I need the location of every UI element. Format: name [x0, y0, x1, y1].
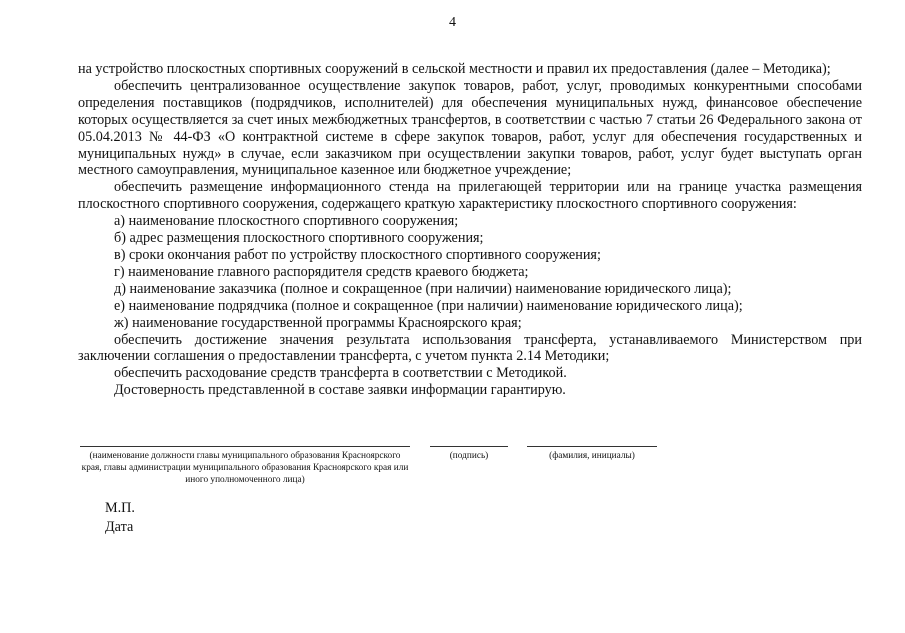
- date-label: Дата: [105, 519, 134, 535]
- list-item: е) наименование подрядчика (полное и сокращенное (при наличии) наименование юридического лица);: [114, 297, 743, 314]
- paragraph: обеспечить размещение информационного стенда на прилегающей территории или на границе участка размещения плоскостного спортивного сооружения, содержащего краткую характеристику плоскостного спортивного сооружения:: [78, 179, 862, 213]
- list-item: ж) наименование государственной программы Красноярского края;: [114, 314, 522, 331]
- signature-official-field: [80, 446, 410, 486]
- list-item: д) наименование заказчика (полное и сокращенное (при наличии) наименование юридического лица);: [114, 280, 732, 297]
- official-caption: (наименование должности главы муниципального образования Красноярского края, главы администрации муниципального образования Красноярского края или иного уполномоченного лица): [81, 451, 409, 485]
- name-caption: (фамилия, инициалы): [549, 451, 635, 461]
- list-item: в) сроки окончания работ по устройству плоскостного спортивного сооружения;: [114, 246, 601, 263]
- list-item: б) адрес размещения плоскостного спортивного сооружения;: [114, 230, 484, 247]
- signature-line: [430, 446, 508, 447]
- paragraph: Достоверность представленной в составе заявки информации гарантирую.: [114, 382, 566, 399]
- sign-caption: (подпись): [449, 451, 489, 461]
- list-item: а) наименование плоскостного спортивного сооружения;: [114, 213, 459, 230]
- seal-label: М.П.: [105, 500, 135, 516]
- page-number: 4: [449, 15, 456, 30]
- paragraph: на устройство плоскостных спортивных сооружений в сельской местности и правил их предоставления (далее – Методика);: [78, 61, 831, 77]
- paragraph: обеспечить централизованное осуществление закупок товаров, работ, услуг, проводимых конкурентными способами определения поставщиков (подрядчиков, исполнителей) для обеспечения муниципальных нужд, финансовое обеспечение которых осуществляется за счет иных межбюджетных трансфертов, в соответствии с частью 7 статьи 26 Федерального закона от 05.04.2013 № 44-ФЗ «О контрактной системе в сфере закупок товаров, работ, услуг для обеспечения государственных и муниципальных нужд» в случае, если заказчиком при осуществлении закупки товаров, работ, услуг будет выступать орган местного самоуправления, муниципальное казенное или бюджетное учреждение;: [78, 77, 862, 179]
- stamp-block: [105, 499, 135, 537]
- list-item: г) наименование главного распорядителя средств краевого бюджета;: [114, 263, 529, 280]
- signature-name-field: [527, 446, 657, 462]
- signature-line: [80, 446, 410, 447]
- signature-line: [527, 446, 657, 447]
- signature-sign-field: [430, 446, 508, 462]
- paragraph: обеспечить расходование средств трансферта в соответствии с Методикой.: [114, 365, 567, 382]
- document-body: [78, 61, 862, 399]
- paragraph: обеспечить достижение значения результата использования трансферта, устанавливаемого Министерством при заключении соглашения о предоставлении трансферта, с учетом пункта 2.14 Методики;: [78, 331, 862, 365]
